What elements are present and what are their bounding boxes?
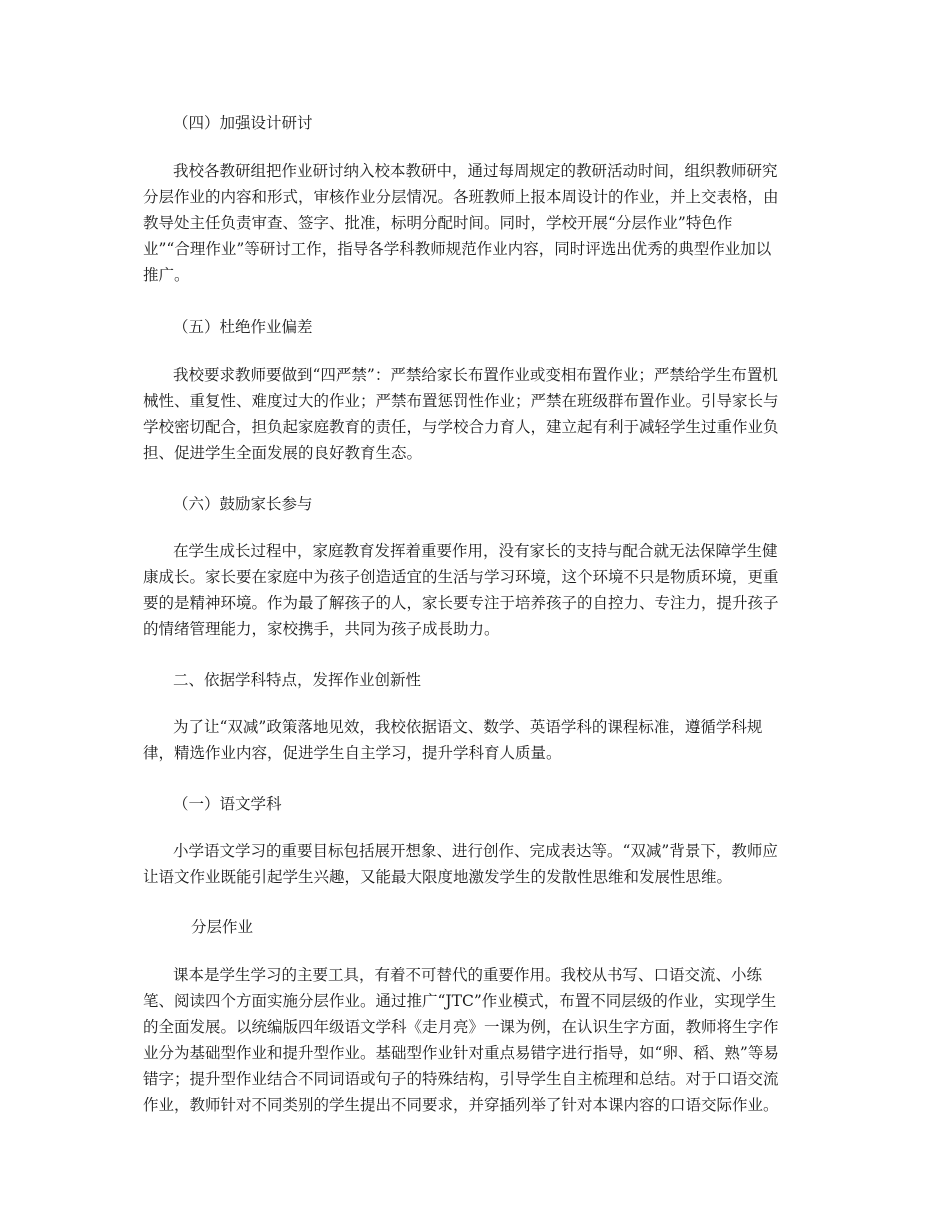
paragraph [143, 538, 803, 642]
text-line: 教导处主任负责审查、签字、批准，标明分配时间。同时，学校开展“分层作业”特色作 [143, 214, 733, 232]
section-heading: （一）语文学科 [173, 795, 282, 813]
text-line: 学校密切配合，担负起家庭教育的责任，与学校合力育人，建立起有利于减轻学生过重作业负 [143, 418, 779, 436]
section-heading: 二、依据学科特点，发挥作业创新性 [173, 671, 422, 689]
section-heading: （六）鼓励家长参与 [173, 495, 313, 513]
section-heading: （四）加强设计研讨 [173, 114, 313, 132]
text-line: 错字；提升型作业结合不同词语或句子的特殊结构，引导学生自主梳理和总结。对于口语交流 [143, 1070, 779, 1088]
text-line: 让语文作业既能引起学生兴趣，又能最大限度地激发学生的发散性思维和发展性思维。 [143, 868, 733, 886]
text-line: 推广。 [143, 266, 190, 284]
paragraph [143, 838, 803, 890]
text-line: 小学语文学习的重要目标包括展开想象、进行创作、完成表达等。“双减”背景下，教师应 [173, 842, 778, 860]
text-line: 在学生成长过程中，家庭教育发挥着重要作用，没有家长的支持与配合就无法保障学生健 [173, 542, 778, 560]
text-line: 课本是学生学习的主要工具，有着不可替代的重要作用。我校从书写、口语交流、小练 [173, 966, 763, 984]
text-line: 为了让“双减”政策落地见效，我校依据语文、数学、英语学科的课程标准，遵循学科规 [173, 718, 763, 736]
text-line: 的全面发展。以统编版四年级语文学科《走月亮》一课为例，在认识生字方面，教师将生字作 [143, 1018, 779, 1036]
section-heading: 分层作业 [191, 918, 254, 936]
paragraph [143, 962, 803, 1118]
text-line: 担、促进学生全面发展的良好教育生态。 [143, 444, 423, 462]
text-line: 康成长。家长要在家庭中为孩子创造适宜的生活与学习环境，这个环境不只是物质环境，更重 [143, 568, 779, 586]
paragraph [143, 158, 803, 288]
paragraph [143, 362, 803, 466]
text-line: 笔、阅读四个方面实施分层作业。通过推广“JTC”作业模式，布置不同层级的作业，实现学生 [143, 992, 777, 1010]
text-line: 业”“合理作业”等研讨工作，指导各学科教师规范作业内容，同时评选出优秀的典型作业加以 [143, 240, 772, 258]
text-line: 械性、重复性、难度过大的作业；严禁布置惩罚性作业；严禁在班级群布置作业。引导家长与 [143, 392, 779, 410]
text-line: 业分为基础型作业和提升型作业。基础型作业针对重点易错字进行指导，如“卵、稻、熟”等易 [143, 1044, 779, 1062]
text-line: 的情绪管理能力，家校携手，共同为孩子成長助力。 [143, 620, 500, 638]
paragraph [143, 714, 803, 766]
text-line: 分层作业的内容和形式，审核作业分层情况。各班教师上报本周设计的作业，并上交表格，由 [143, 188, 779, 206]
section-heading: （五）杜绝作业偏差 [173, 318, 313, 336]
text-line: 我校各教研组把作业研讨纳入校本教研中，通过每周规定的教研活动时间，组织教师研究 [173, 162, 778, 180]
text-line: 作业，教师针对不同类别的学生提出不同要求，并穿插列举了针对本课内容的口语交际作业。 [143, 1096, 779, 1114]
text-line: 要的是精神环境。作为最了解孩子的人，家长要专注于培养孩子的自控力、专注力，提升孩子 [143, 594, 779, 612]
text-line: 我校要求教师要做到“四严禁”：严禁给家长布置作业或变相布置作业；严禁给学生布置机 [173, 366, 778, 384]
text-line: 律，精选作业内容，促进学生自主学习，提升学科育人质量。 [143, 744, 562, 762]
